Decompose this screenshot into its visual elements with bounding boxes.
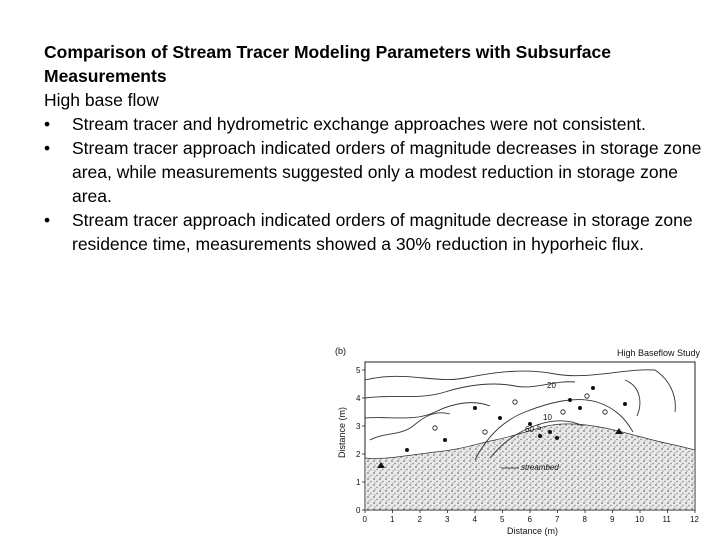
x-tick-label: 5 [500,515,505,524]
bullet-marker: • [44,210,51,230]
measurement-point [578,406,582,410]
bullet-text: Stream tracer and hydrometric exchange approaches were not consistent. [72,114,646,134]
study-label: High Baseflow Study [617,348,701,358]
bullet-marker: • [44,114,51,134]
x-tick-label: 10 [635,515,644,524]
measurement-point [568,398,572,402]
bullet-item [44,112,704,136]
measurement-point-open [513,400,517,404]
measurement-point [548,430,552,434]
y-tick-label: 3 [356,422,361,431]
y-axis [356,366,365,515]
measurement-point [473,406,477,410]
measurement-point-open [603,410,607,414]
measurement-point-open [433,426,437,430]
measurement-point [498,416,502,420]
x-tick-label: 6 [527,515,532,524]
bullet-text: Stream tracer approach indicated orders of magnitude decreases in storage zone area, while measurements suggested only a modest reduction in storage zone area. [72,138,702,206]
contour-line [365,370,655,380]
measurement-point-open [561,410,565,414]
x-tick-label: 4 [472,515,477,524]
measurement-point [443,438,447,442]
y-tick-label: 0 [356,506,361,515]
contour-plot [325,340,705,540]
x-tick-label: 3 [445,515,450,524]
x-tick-label: 2 [417,515,422,524]
x-tick-label: 9 [610,515,615,524]
x-tick-label: 0 [362,515,367,524]
bullet-text: Stream tracer approach indicated orders of magnitude decrease in storage zone residence time, measurements showed a 30% reduction in hyporheic flux. [72,210,693,254]
subheading: High base flow [44,90,159,110]
x-axis [363,510,700,524]
bullet-marker: • [44,138,51,158]
contour-line [655,370,675,412]
panel-label: (b) [335,346,346,356]
measurement-point [538,434,542,438]
y-axis-label: Distance (m) [337,406,347,458]
x-tick-label: 8 [582,515,587,524]
y-tick-label: 4 [356,394,361,403]
contour-label: 5 [537,423,542,432]
y-tick-label: 1 [356,478,361,487]
contour-label: 20 [547,381,556,390]
measurement-point [555,436,559,440]
x-tick-label: 7 [555,515,560,524]
contour-label: 10 [543,413,552,422]
x-axis-label: Distance (m) [507,526,559,536]
streambed-label: streambed [521,463,559,472]
bullet-item [44,136,704,208]
contour-line [625,380,640,416]
contour-line [365,382,575,398]
measurement-point [591,386,595,390]
bullet-item [44,208,704,256]
x-tick-label: 11 [662,515,671,524]
measurement-point [405,448,409,452]
y-tick-label: 2 [356,450,361,459]
contour-label: 60 [525,425,534,434]
slide-title: Comparison of Stream Tracer Modeling Parameters with Subsurface Measurements [44,42,611,86]
y-tick-label: 5 [356,366,361,375]
x-tick-label: 1 [390,515,395,524]
bullet-list [44,112,704,256]
measurement-point [623,402,627,406]
slide-text [44,40,704,256]
contour-figure [325,340,705,540]
x-tick-label: 12 [690,515,699,524]
measurement-point-open [585,394,589,398]
measurement-point-open [483,430,487,434]
contour-line [370,413,450,440]
